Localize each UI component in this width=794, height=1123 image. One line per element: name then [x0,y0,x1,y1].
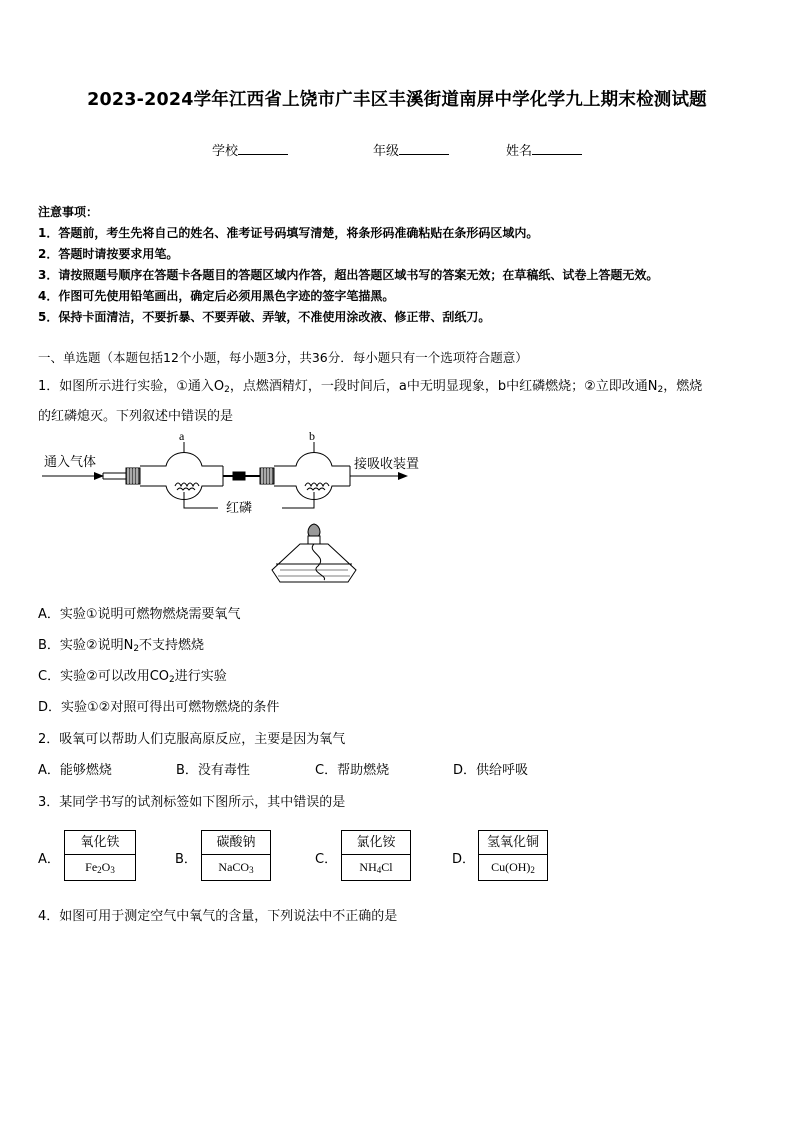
q3-option-d-letter[interactable]: D． [452,852,476,867]
q3-option-b-letter[interactable]: B． [175,852,197,867]
outlet-label: 接吸收装置 [354,457,420,472]
q1-option-a[interactable]: A．实验①说明可燃物燃烧需要氧气 [38,607,241,622]
q3-label-c[interactable] [341,830,411,881]
q2-option-d[interactable]: D．供给呼吸 [453,763,529,778]
notice-item: 5．保持卡面清洁，不要折暴、不要弄破、弄皱，不准使用涂改液、修正带、刮纸刀。 [38,310,491,324]
q1-apparatus-diagram [38,430,438,590]
q3-option-a-letter[interactable]: A． [38,852,60,867]
q3-label-a[interactable] [64,830,136,881]
inlet-label: 通入气体 [44,455,97,470]
school-blank[interactable] [238,142,288,155]
q3-label-b[interactable] [201,830,271,881]
q3-stem: 3．某同学书写的试剂标签如下图所示，其中错误的是 [38,795,346,810]
school-label: 学校 [212,144,239,159]
q2-option-c[interactable]: C．帮助燃烧 [315,763,390,778]
phosphorus-label: 红磷 [226,501,253,516]
q3-label-d[interactable] [478,830,548,881]
q2-option-b[interactable]: B．没有毒性 [176,763,250,778]
q2-option-a[interactable]: A．能够燃烧 [38,763,112,778]
q2-stem: 2．吸氧可以帮助人们克服高原反应，主要是因为氧气 [38,732,346,747]
q1-stem-line1: 1．如图所示进行实验，①通入$O_2$，点燃酒精灯，一段时间后，a中无明显现象，b中红磷燃烧；②立即改通$N_2$，燃烧 [38,379,703,395]
notice-item: 4．作图可先使用铅笔画出，确定后必须用黑色字迹的签字笔描黑。 [38,289,395,303]
name-field [506,140,582,159]
q4-stem: 4．如图可用于测定空气中氧气的含量，下列说法中不正确的是 [38,909,398,924]
label-formula: NaCO$_3$ [218,860,254,875]
notice-item: 3．请按照题号顺序在答题卡各题目的答题区域内作答，超出答题区域书写的答案无效；在草稿纸、试卷上答题无效。 [38,268,659,282]
tube-b-label: b [309,430,315,443]
school-field [212,140,288,159]
section-heading: 一、单选题（本题包括12个小题，每小题3分，共36分．每小题只有一个选项符合题意） [38,350,528,365]
name-label: 姓名 [506,144,533,159]
tube-a-label: a [179,430,185,443]
label-name: 氯化铵 [342,831,410,855]
q1-option-c[interactable]: C．实验②可以改用$CO_2$进行实验 [38,669,227,685]
q1-option-d[interactable]: D．实验①②对照可得出可燃物燃烧的条件 [38,700,280,715]
label-formula: $Cu(OH)_2$ [491,860,535,875]
grade-label: 年级 [373,144,400,159]
label-formula: $Fe_2O_3$ [85,860,115,875]
notice-item: 1．答题前，考生先将自己的姓名、准考证号码填写清楚，将条形码准确粘贴在条形码区域内。 [38,226,539,240]
name-blank[interactable] [532,142,582,155]
q1-option-b[interactable]: B．实验②说明$N_2$不支持燃烧 [38,638,205,654]
label-name: 碳酸钠 [202,831,270,855]
grade-field [373,140,449,159]
notice-item: 2．答题时请按要求用笔。 [38,247,179,261]
grade-blank[interactable] [399,142,449,155]
q3-option-c-letter[interactable]: C． [315,852,338,867]
label-formula: $NH_4Cl$ [359,860,393,875]
label-name: 氧化铁 [65,831,135,855]
q1-stem-line2: 的红磷熄灭。下列叙述中错误的是 [38,409,234,424]
label-name: 氢氧化铜 [479,831,547,855]
page-title: 2023-2024学年江西省上饶市广丰区丰溪街道南屏中学化学九上期末检测试题 [87,90,707,110]
notice-heading: 注意事项： [38,205,99,219]
